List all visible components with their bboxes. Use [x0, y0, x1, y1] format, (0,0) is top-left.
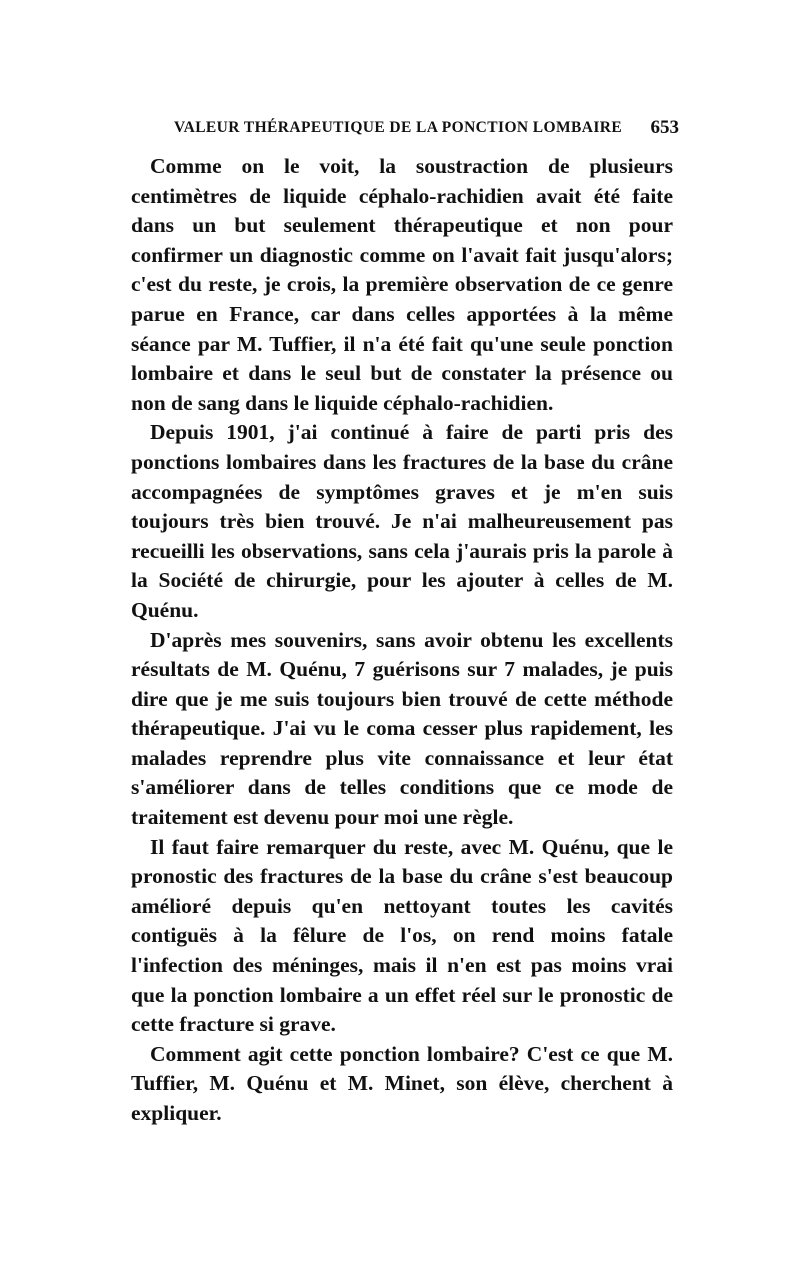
paragraph: D'après mes souvenirs, sans avoir obtenu les excellents résultats de M. Quénu, 7 guérisons sur 7 malades, je puis dire que je me suis toujours bien trouvé de cette méthode thérapeutique. J'ai vu le coma cesser plus rapidement, les malades reprendre plus vite connaissance et leur état s'améliorer dans de telles conditions que ce mode de traitement est devenu pour moi une règle. — [131, 627, 673, 830]
paragraph: Il faut faire remarquer du reste, avec M. Quénu, que le pronostic des fractures de la base du crâne s'est beaucoup amélioré depuis qu'en nettoyant toutes les cavités contiguës à la fêlure de l'os, on rend moins fatale l'infection des méninges, mais il n'en est pas moins vrai que la ponction lombaire a un effet réel sur le pronostic de cette fracture si grave. — [131, 834, 673, 1037]
paragraph: Depuis 1901, j'ai continué à faire de parti pris des ponctions lombaires dans les fractures de la base du crâne accompagnées de symptômes graves et je m'en suis toujours très bien trouvé. Je n'ai malheureusement pas recueilli les observations, sans cela j'aurais pris la parole à la Société de chirurgie, pour les ajouter à celles de M. Quénu. — [131, 420, 673, 622]
body-text — [131, 152, 673, 1129]
paragraph: Comme on le voit, la soustraction de plusieurs centimètres de liquide céphalo-rachidien avait été faite dans un but seulement thérapeutique et non pour confirmer un diagnostic comme on l'avait fait jusqu'alors; c'est du reste, je crois, la première observation de ce genre parue en France, car dans celles apportées à la même séance par M. Tuffier, il n'a été fait qu'une seule ponction lombaire et dans le seul but de constater la présence ou non de sang dans le liquide céphalo-rachidien. — [131, 154, 673, 415]
running-title: VALEUR THÉRAPEUTIQUE DE LA PONCTION LOMBAIRE — [174, 119, 623, 136]
paragraph: Comment agit cette ponction lombaire? C'est ce que M. Tuffier, M. Quénu et M. Minet, son élève, cherchent à expliquer. — [131, 1041, 673, 1125]
page-number: 653 — [650, 117, 679, 138]
running-head — [174, 119, 679, 143]
